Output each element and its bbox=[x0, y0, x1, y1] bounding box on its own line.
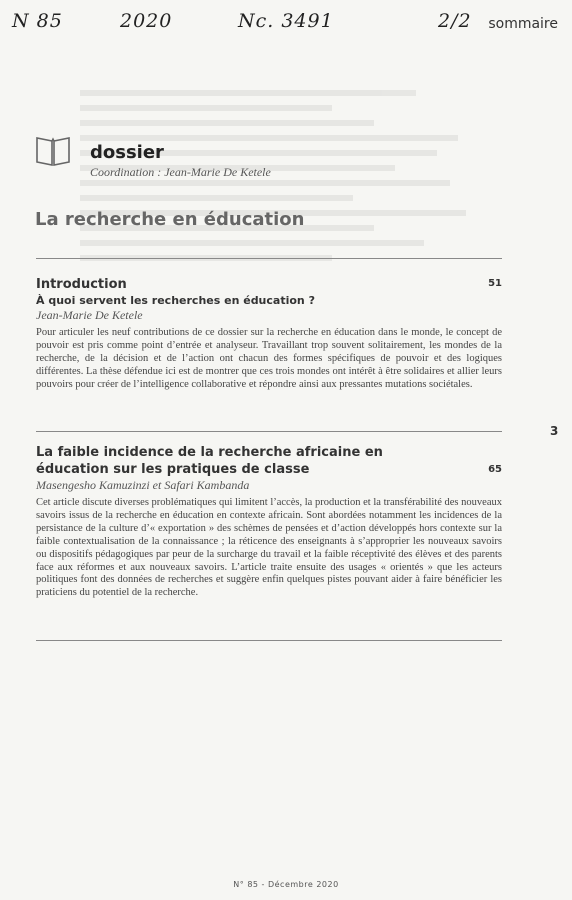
footer-issue: N° 85 - Décembre 2020 bbox=[233, 880, 339, 889]
dossier-title: dossier bbox=[90, 142, 164, 163]
divider bbox=[36, 258, 502, 259]
divider bbox=[36, 431, 502, 432]
article-abstract: Cet article discute diverses problématiques qui limitent l’accès, la production et la transférabilité des nouveaux savoirs issus de la recherche en éducation en contexte africain. Sont abordées notamment les incidences de la persistance de la culture d’« exportation » des schèmes de pensées et d’action développés hors contexte sur la faible contextualisation de la connaissance ; la réticence des enseignants à s’approprier les nouveaux savoirs ou dispositifs pédagogiques par peur de la surcharge du travail et la faible réceptivité des élèves et des parents face aux réformes et aux nouveaux savoirs. L’article traite ensuite des usages « orientés » que les acteurs politiques font des données de recherches et suggère enfin quelques pistes pouvant aider à faire bénéficier les praticiens du potentiel de la recherche. bbox=[36, 497, 502, 599]
handwritten-note: Nc. 3491 bbox=[238, 10, 334, 32]
handwritten-note: 2020 bbox=[120, 10, 173, 32]
article-author: Masengesho Kamuzinzi et Safari Kambanda bbox=[36, 478, 250, 492]
article-abstract: Pour articuler les neuf contributions de ce dossier sur la recherche en éducation dans le monde, le concept de pouvoir est pris comme point d’entrée et analyseur. Travaillant trop souvent solitairement, les mondes de la recherche, de la décision et de l’action ont chacun des formes spécifiques de pouvoir et des logiques différentes. La thèse défendue ici est de montrer que ces trois mondes ont intérêt à être solidaires et allier leurs pouvoirs pour créer de l’intelligence collaborative et répondre ainsi aux pressantes mutations sociétales. bbox=[36, 327, 502, 390]
section-label-sommaire: sommaire bbox=[488, 16, 558, 32]
article-subheading: À quoi servent les recherches en éducation ? bbox=[36, 294, 315, 307]
divider bbox=[36, 640, 502, 641]
article-author: Jean-Marie De Ketele bbox=[36, 308, 143, 322]
side-page-number: 3 bbox=[550, 424, 559, 438]
article-heading: La faible incidence de la recherche africaine en éducation sur les pratiques de classe bbox=[36, 445, 383, 477]
open-book-icon bbox=[35, 132, 71, 168]
article-entry bbox=[36, 444, 502, 600]
page-number: 65 bbox=[488, 464, 502, 475]
handwritten-note: N 85 bbox=[12, 10, 63, 32]
handwritten-note: 2/2 bbox=[438, 10, 472, 32]
page-title: La recherche en éducation bbox=[35, 209, 305, 230]
article-heading: Introduction bbox=[36, 277, 127, 292]
coordination-line: Coordination : Jean-Marie De Ketele bbox=[90, 165, 271, 179]
page-number: 51 bbox=[488, 278, 502, 289]
article-entry bbox=[36, 276, 502, 392]
